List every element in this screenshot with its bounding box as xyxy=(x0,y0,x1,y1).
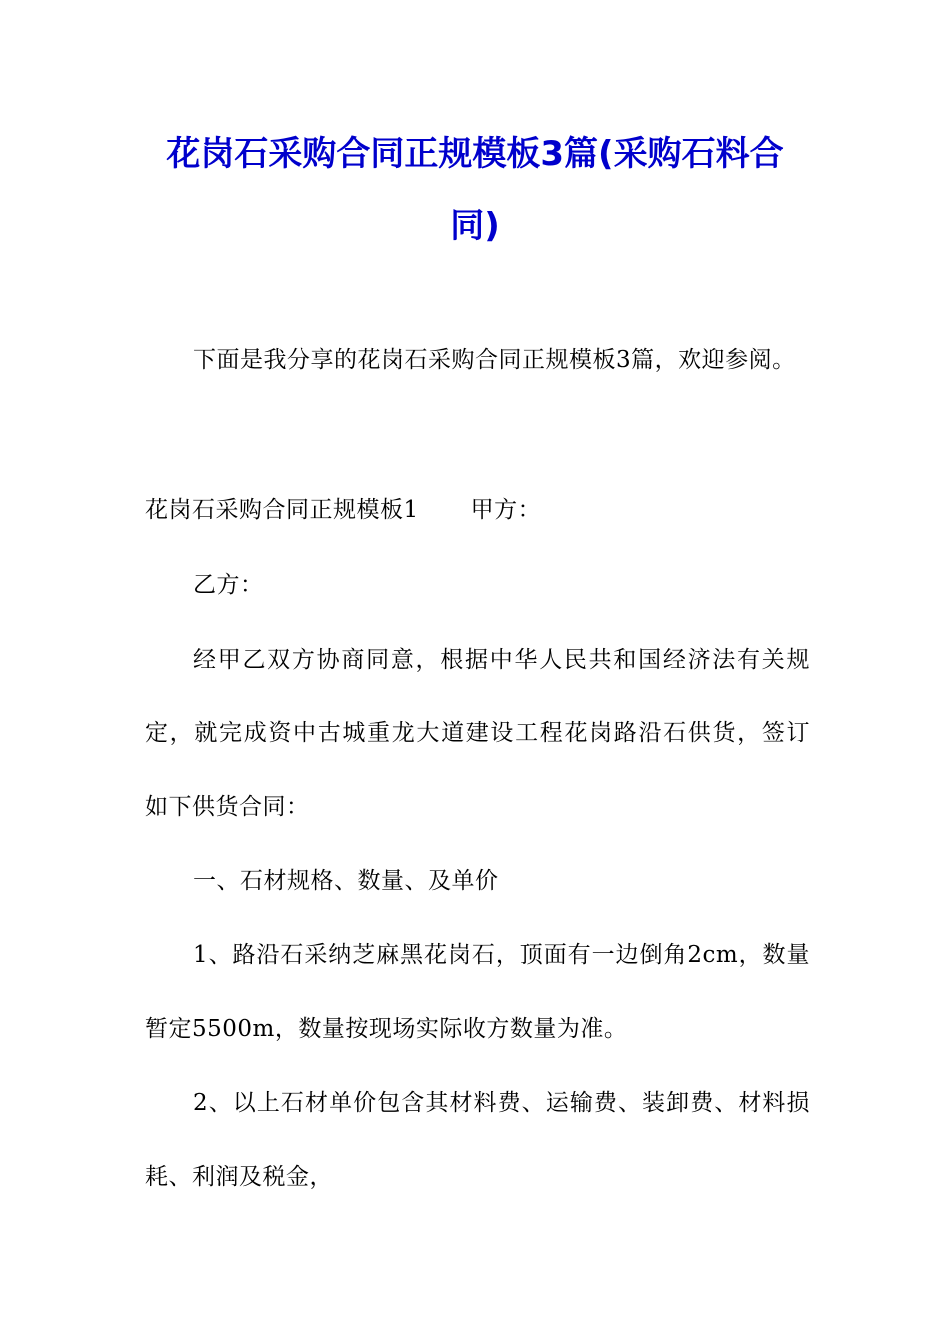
section-heading: 花岗石采购合同正规模板1 xyxy=(145,497,419,523)
section-heading-row xyxy=(145,495,810,525)
document-title-line-1: 花岗石采购合同正规模板3篇(采购石料合 xyxy=(166,134,784,174)
paragraph-1-line-3: 如下供货合同： xyxy=(145,794,310,820)
item-1-2-line-2: 耗、利润及税金， xyxy=(145,1164,333,1190)
item-1-1-line-1: 1、路沿石采纳芝麻黑花岗石，顶面有一边倒角2cm，数量 xyxy=(193,942,810,968)
item-1-2-line-1: 2、以上石材单价包含其材料费、运输费、装卸费、材料损 xyxy=(193,1090,810,1116)
item-1-1-line-2: 暂定5500m，数量按现场实际收方数量为准。 xyxy=(145,1016,628,1042)
paragraph-1-line-1: 经甲乙双方协商同意，根据中华人民共和国经济法有关规 xyxy=(193,647,810,673)
party-b-label: 乙方： xyxy=(193,572,264,598)
document-title-line-2: 同) xyxy=(450,206,500,246)
item-1-heading: 一、石材规格、数量、及单价 xyxy=(193,868,499,894)
party-a-label: 甲方： xyxy=(470,497,542,523)
paragraph-1-line-2: 定，就完成资中古城重龙大道建设工程花岗路沿石供货，签订 xyxy=(145,720,810,746)
intro-paragraph: 下面是我分享的花岗石采购合同正规模板3篇，欢迎参阅。 xyxy=(193,347,796,373)
